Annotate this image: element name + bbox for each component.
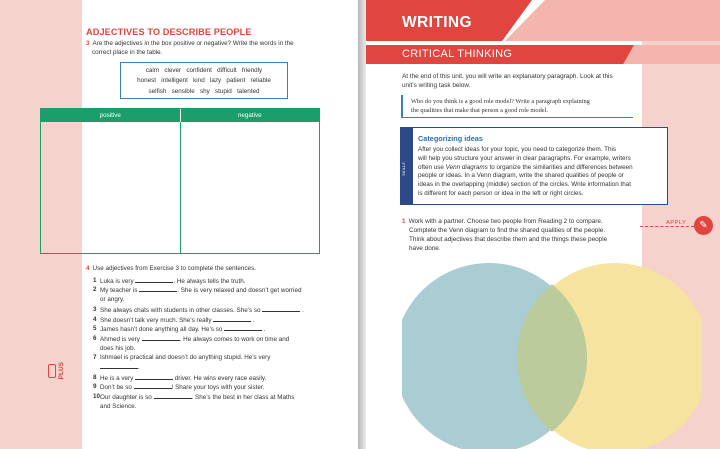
sentence-3 [93,306,323,316]
sentence-text: and Science. [100,402,137,410]
exercise-3-line2: correct place in the table. [92,49,163,56]
sentence-7 [93,354,323,372]
section-title: ADJECTIVES TO DESCRIBE PEOPLE [86,27,252,37]
table-header-negative: negative [237,112,262,119]
sentence-text: . [300,307,304,314]
answer-blank[interactable] [213,316,251,322]
sentence-number: 7 [93,354,97,361]
sentence-text: does his job. [100,344,136,352]
table-header-positive: positive [41,109,181,122]
exercise-1-line: Work with a partner. Choose two people from Reading 2 to compare. [408,218,603,225]
apply-divider [640,226,694,227]
plus-label: PLUS [58,362,65,380]
sentence-number: 1 [93,277,97,284]
task-line: the qualities that make that person a good role model. [411,107,549,115]
word-box-line2: honest intelligent kind lazy patient reliable [137,77,271,85]
skills-line: After you collect ideas for your topic, you need to categorize them. This [418,146,616,153]
skills-tab [401,128,413,204]
exercise-1-line: Think about adjectives that describe them and the things these people [409,236,608,243]
apply-label: APPLY [666,220,687,226]
intro-text [402,72,634,90]
skills-tab-label: SKILLS [402,162,406,176]
skills-line: people or ideas. In a Venn diagram, write the shared qualities of people or [418,172,624,180]
sentence-text: . [251,317,255,324]
exercise-1-line: have done. [409,245,441,252]
sentence-number: 3 [93,306,97,313]
sentence-text: . [262,326,266,333]
sentence-text: . He always comes to work on time and [179,336,290,343]
plus-badge[interactable] [48,362,65,379]
exercise-1 [402,217,634,253]
answer-blank[interactable] [139,286,177,292]
exercise-3-line1: Are the adjectives in the box positive or negative? Write the words in the [92,40,294,47]
sentence-6 [93,335,323,353]
sentence-9 [93,383,323,393]
intro-line: unit’s writing task below. [402,82,471,89]
negative-column-cell[interactable] [181,122,320,253]
sentence-text: James hasn’t done anything all day. He’s so [100,326,225,333]
skills-line: ideas in the overlapping (middle) section of the circles. Write information that [418,181,632,189]
intro-line: At the end of this unit, you will write an explanatory paragraph. Look at this [402,73,613,80]
sentence-text: driver. He wins every race easily. [173,375,267,382]
sentence-text: She always chats with students in other classes. She’s so [100,307,263,314]
answer-blank[interactable] [135,374,173,380]
sentence-number: 8 [93,374,97,381]
positive-column-cell[interactable] [41,122,181,253]
task-line: Who do you think is a good role model? Write a paragraph explaining [411,98,590,105]
sentence-number: 2 [93,286,97,293]
subheading-banner-tail [620,45,720,64]
sentence-text: . [138,363,140,371]
exercise-3 [86,39,322,57]
sentence-2 [93,286,323,304]
sentence-text: Ishmael is practical and doesn’t do anything stupid. He’s very [100,354,271,361]
phone-icon [48,364,56,378]
answer-blank[interactable] [100,363,138,369]
sentence-10 [93,393,323,411]
sentence-text: He is a very [100,375,135,382]
word-box-line3: selfish sensible shy stupid talented [148,87,260,95]
answer-blank[interactable] [134,383,172,389]
exercise-4-instruction: Use adjectives from Exercise 3 to complete the sentences. [92,265,256,272]
positive-negative-table [40,108,320,254]
writing-task-box [401,95,633,118]
sentence-text: My teacher is [100,287,140,294]
sentence-text: Our daughter is so [100,394,154,401]
sentence-text: . He always tells the truth. [173,278,246,285]
sentence-number: 10 [93,393,101,400]
skills-title: Categorizing ideas [418,134,483,143]
sentence-number: 9 [93,383,97,390]
venn-diagram[interactable] [402,258,702,449]
sentence-number: 6 [93,335,97,342]
answer-blank[interactable] [154,393,192,399]
skills-line: to organize the similarities and differences between [487,163,633,171]
exercise-4-number: 4 [86,265,90,272]
sentence-number: 4 [93,316,97,323]
sentence-5 [93,325,323,335]
skills-body [418,146,662,199]
answer-blank[interactable] [142,335,180,341]
exercise-4 [86,264,326,273]
skills-line: is different for each person or idea in the left or right circles. [418,189,584,197]
answer-blank[interactable] [224,325,262,331]
skills-emphasis: Venn diagrams [445,163,488,171]
word-box-line1: calm clever confident difficult friendly [145,67,263,74]
sentence-number: 5 [93,325,97,332]
sentence-text: Luka is very [100,278,136,285]
skills-line: often use [418,163,446,171]
word-box [120,62,288,99]
page-subheading: CRITICAL THINKING [402,48,513,60]
exercise-1-number: 1 [402,218,406,225]
answer-blank[interactable] [135,277,173,283]
exercise-1-line: Complete the Venn diagram to find the shared qualities of the people. [409,227,606,234]
skills-line: will help you structure your answer in clear paragraphs. For example, writers [418,154,631,162]
sentence-text: Ahmed is very [100,336,142,343]
sentence-text: . She is very relaxed and doesn’t get worried [177,287,302,294]
apply-icon: ✎ [694,216,713,235]
exercise-3-number: 3 [86,40,90,47]
page-gutter [358,0,366,449]
skills-box [400,127,668,205]
sentence-text: or angry. [100,295,125,303]
sentence-text: Don’t be so [100,384,134,391]
page-heading: WRITING [402,14,472,31]
sentence-text: ! Share your toys with your sister. [171,384,265,391]
sentence-text: . She’s the best in her class at Maths [191,394,295,401]
answer-blank[interactable] [262,306,300,312]
sentence-text: She doesn’t talk very much. She’s really [100,317,214,324]
